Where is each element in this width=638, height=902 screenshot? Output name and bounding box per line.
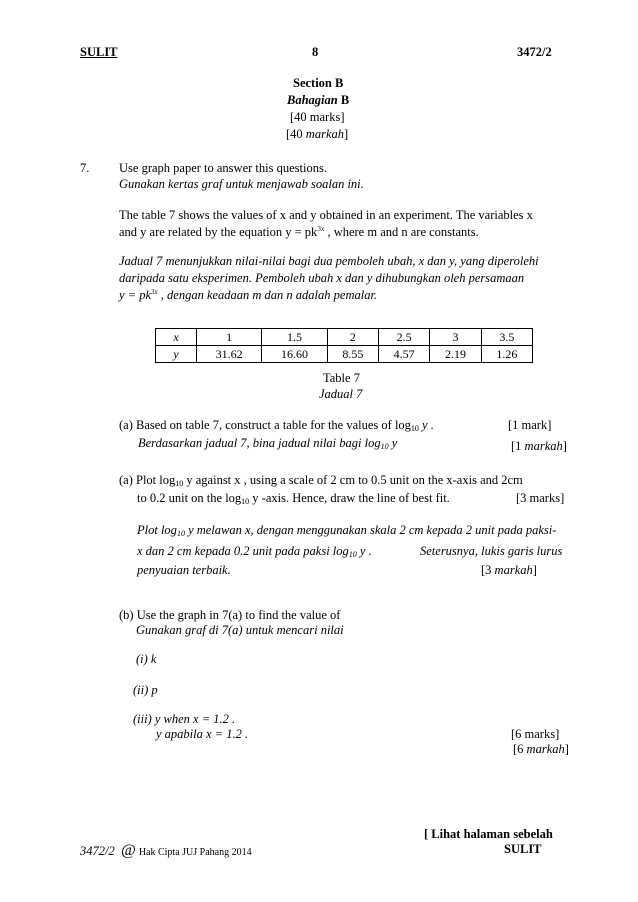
table-cell: 8.55 (327, 346, 378, 363)
part-a1-mark-ms: [1 markah] (511, 439, 567, 453)
question-intro-ms: Gunakan kertas graf untuk menjawab soalan ini. (119, 177, 364, 191)
part-a2-mark: [3 marks] (516, 491, 565, 505)
part-b-mark-ms: [6 markah] (513, 742, 569, 756)
part-a2-ms-line3: penyuaian terbaik. (137, 563, 231, 577)
table-cell: 16.60 (262, 346, 327, 363)
header-sulit: SULIT (80, 45, 118, 59)
table-cell: 1.26 (481, 346, 532, 363)
table-cell: 3.5 (481, 329, 532, 346)
page-number: 8 (312, 45, 319, 59)
table-caption: Table 7 (323, 371, 360, 385)
table-cell: 1 (197, 329, 262, 346)
table-caption-ms: Jadual 7 (319, 387, 363, 401)
part-b-line1: (b) Use the graph in 7(a) to find the value of (119, 608, 341, 622)
table-cell: 2.5 (378, 329, 429, 346)
question-intro: Use graph paper to answer this questions. (119, 161, 327, 175)
part-a2-line1: (a) Plot $\log_{10} y$ against x , using a scale of 2 cm to 0.5 unit on the x-axis and 2cm (119, 473, 523, 488)
section-title: Section B (293, 76, 344, 90)
part-b-i: (i) k (136, 652, 157, 666)
part-a2-mark-ms: [3 markah] (481, 563, 537, 577)
paper-code: 3472/2 (517, 45, 552, 59)
table-row (156, 329, 533, 346)
footer-sulit: SULIT (504, 842, 542, 856)
table-cell: 1.5 (262, 329, 327, 346)
section-marks: [40 marks] (290, 110, 345, 124)
footer-next-page: [ Lihat halaman sebelah (424, 827, 553, 841)
part-a1-text: (a) Based on table 7, construct a table for the values of $\log_{10} y$ . (119, 418, 434, 433)
part-b-iii-ms: y apabila x = 1.2 . (156, 727, 249, 741)
part-a2-ms-line2b: Seterusnya, lukis garis lurus (420, 544, 563, 558)
table-row (156, 346, 533, 363)
table-cell: 4.57 (378, 346, 429, 363)
part-a2-line2: to 0.2 unit on the $\log_{10} y$ -axis. Hence, draw the line of best fit. (137, 491, 450, 506)
table-cell: 2 (327, 329, 378, 346)
data-table (155, 328, 533, 363)
part-a1-text-ms: Berdasarkan jadual 7, bina jadual nilai bagi $\log_{10} y$ (138, 436, 398, 451)
part-b-ii: (ii) p (133, 683, 158, 697)
section-title-ms: Bahagian B (287, 93, 350, 107)
table-cell: 2.19 (430, 346, 481, 363)
question-paragraph-en-line1: The table 7 shows the values of x and y obtained in an experiment. The variables x (119, 208, 533, 222)
part-a2-ms-line1: Plot $\log_{10} y$ melawan x, dengan menggunakan skala 2 cm kepada 2 unit pada paksi- (137, 523, 557, 538)
question-paragraph-ms-line2: daripada satu eksperimen. Pemboleh ubah x dan y dihubungkan oleh persamaan (119, 271, 525, 285)
part-a2-ms-line2: x dan 2 cm kepada 0.2 unit pada paksi $\log_{10} y$ . (137, 544, 372, 559)
part-b-line1-ms: Gunakan graf di 7(a) untuk mencari nilai (136, 623, 344, 637)
table-cell: y (156, 346, 197, 363)
table-cell: 31.62 (197, 346, 262, 363)
part-b-iii: (iii) y when x = 1.2 . (133, 712, 236, 726)
question-paragraph-ms-line1: Jadual 7 menunjukkan nilai-nilai bagi dua pemboleh ubah, x dan y, yang diperolehi (119, 254, 539, 268)
section-marks-ms: [40 markah] (286, 127, 349, 141)
footer-copyright: 3472/2 @ Hak Cipta JUJ Pahang 2014 (80, 842, 252, 859)
table-cell: 3 (430, 329, 481, 346)
question-paragraph-en-line2: and y are related by the equation $y = pk^{3x}$ , where m and n are constants. (119, 225, 479, 239)
question-number: 7. (80, 161, 90, 175)
question-paragraph-ms-line3: $y = pk^{3x}$ , dengan keadaan m dan n adalah pemalar. (119, 288, 378, 302)
part-b-mark: [6 marks] (511, 727, 560, 741)
table-cell: x (156, 329, 197, 346)
part-a1-mark: [1 mark] (508, 418, 552, 432)
